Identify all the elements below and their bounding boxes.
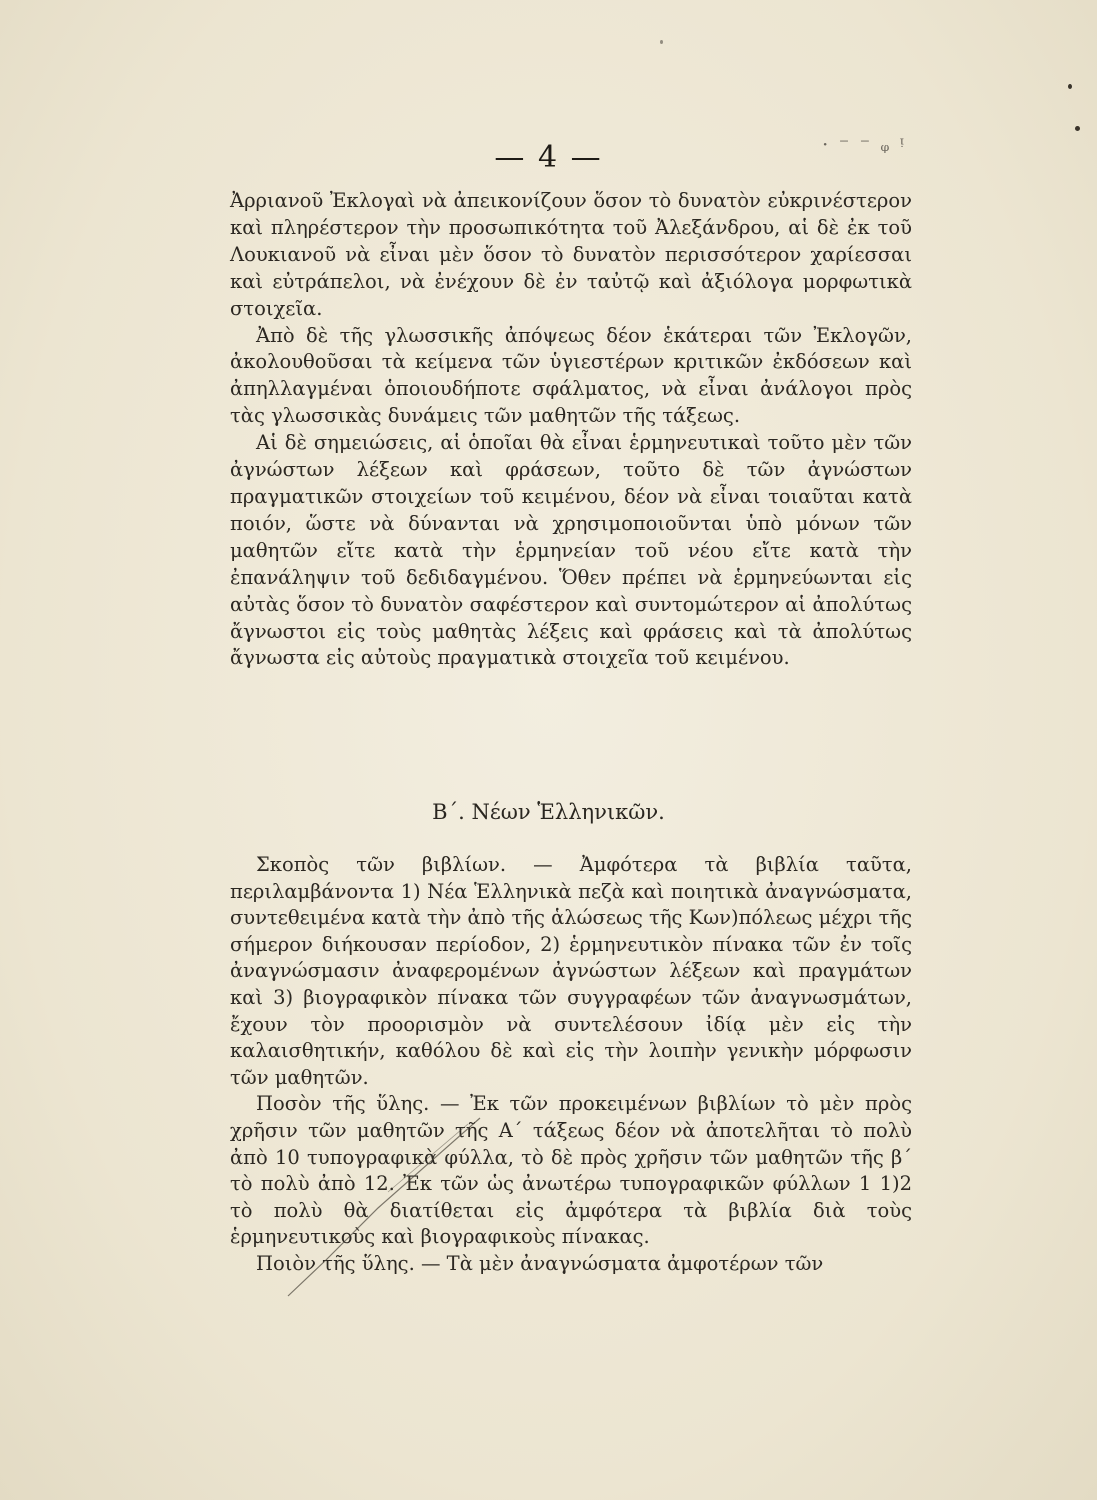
paragraph: Ποιὸν τῆς ὕλης. — Τὰ μὲν ἀναγνώσματα ἀμφοτέρων τῶν: [256, 1251, 824, 1275]
section-heading: Β΄. Νέων Ἑλληνικῶν.: [432, 800, 665, 824]
section-a-text: [230, 188, 912, 672]
paragraph: Ποσὸν τῆς ὕλης. — Ἐκ τῶν προκειμένων βιβλίων τὸ μὲν πρὸς χρῆσιν τῶν μαθητῶν τῆς Α΄ τάξεως δέον νὰ ἀποτελῆται τὸ πολὺ ἀπὸ 10 τυπογραφικὰ φύλλα, τὸ δὲ πρὸς χρῆσιν τῶν μαθητῶν τῆς β΄ τὸ πολὺ ἀπὸ 12. Ἐκ τῶν ὡς ἀνωτέρω τυπογραφικῶν φύλλων 1 1)2 τὸ πολὺ θὰ διατίθεται εἰς ἀμφότερα τὰ βιβλία διὰ τοὺς ἑρμηνευτικοὺς καὶ βιογραφικοὺς πίνακας.: [230, 1092, 912, 1249]
section-b-text: [230, 852, 912, 1278]
paragraph: Ἀπὸ δὲ τῆς γλωσσικῆς ἀπόψεως δέον ἑκάτεραι τῶν Ἐκλογῶν, ἀκολουθοῦσαι τὰ κείμενα τῶν ὑγιεστέρων κριτικῶν ἐκδόσεων καὶ ἀπηλλαγμέναι ὁποιουδήποτε σφάλματος, νὰ εἶναι ἀνάλογοι πρὸς τὰς γλωσσικὰς δυνάμεις τῶν μαθητῶν τῆς τάξεως.: [230, 323, 912, 428]
paragraph: Ἀρριανοῦ Ἐκλογαὶ νὰ ἀπεικονίζουν ὅσον τὸ δυνατὸν εὐκρινέστερον καὶ πληρέστερον τὴν προσωπικότητα τοῦ Ἀλεξάνδρου, αἱ δὲ ἐκ τοῦ Λουκιανοῦ νὰ εἶναι μὲν ὅσον τὸ δυνατὸν περισσότερον χαρίεσσαι καὶ εὐτράπελοι, νὰ ἐνέχουν δὲ ἐν ταὐτῷ καὶ ἀξιόλογα μορφωτικὰ στοιχεῖα.: [230, 189, 912, 320]
ink-speck: [1068, 84, 1072, 89]
ink-speck: [660, 40, 663, 44]
ink-speck: [1075, 126, 1080, 131]
corner-mark: · ⁻ ⁻ ᵩ ᵎ: [822, 132, 906, 156]
paragraph: Σκοπὸς τῶν βιβλίων. — Ἀμφότερα τὰ βιβλία ταῦτα, περιλαμβάνοντα 1) Νέα Ἑλληνικὰ πεζὰ καὶ ποιητικὰ ἀναγνώσματα, συντεθειμένα κατὰ τὴν ἀπὸ τῆς ἁλώσεως τῆς Κων)πόλεως μέχρι τῆς σήμερον διήκουσαν περίοδον, 2) ἑρμηνευτικὸν πίνακα τῶν ἐν τοῖς ἀναγνώσμασιν ἀναφερομένων ἀγνώστων λέξεων καὶ πραγμάτων καὶ 3) βιογραφικὸν πίνακα τῶν συγγραφέων τῶν ἀναγνωσμάτων, ἔχουν τὸν προορισμὸν νὰ συντελέσουν ἰδίᾳ μὲν εἰς τὴν καλαισθητικήν, καθόλου δὲ καὶ εἰς τὴν λοιπὴν γενικὴν μόρφωσιν τῶν μαθητῶν.: [230, 853, 912, 1089]
paragraph: Αἱ δὲ σημειώσεις, αἱ ὁποῖαι θὰ εἶναι ἑρμηνευτικαὶ τοῦτο μὲν τῶν ἀγνώστων λέξεων καὶ φράσεων, τοῦτο δὲ τῶν ἀγνώστων πραγματικῶν στοιχείων τοῦ κειμένου, δέον νὰ εἶναι τοιαῦται κατὰ ποιόν, ὥστε νὰ δύνανται νὰ χρησιμοποιοῦνται ὑπὸ μόνων τῶν μαθητῶν εἴτε κατὰ τὴν ἑρμηνείαν τοῦ νέου εἴτε κατὰ τὴν ἐπανάληψιν τοῦ δεδιδαγμένου. Ὅθεν πρέπει νὰ ἑρμηνεύωνται εἰς αὐτὰς ὅσον τὸ δυνατὸν σαφέστερον καὶ συντομώτερον αἱ ἀπολύτως ἄγνωστοι εἰς τοὺς μαθητὰς λέξεις καὶ φράσεις καὶ τὰ ἀπολύτως ἄγνωστα εἰς αὐτοὺς πραγματικὰ στοιχεῖα τοῦ κειμένου.: [230, 431, 912, 670]
page-number: — 4 —: [494, 140, 603, 175]
